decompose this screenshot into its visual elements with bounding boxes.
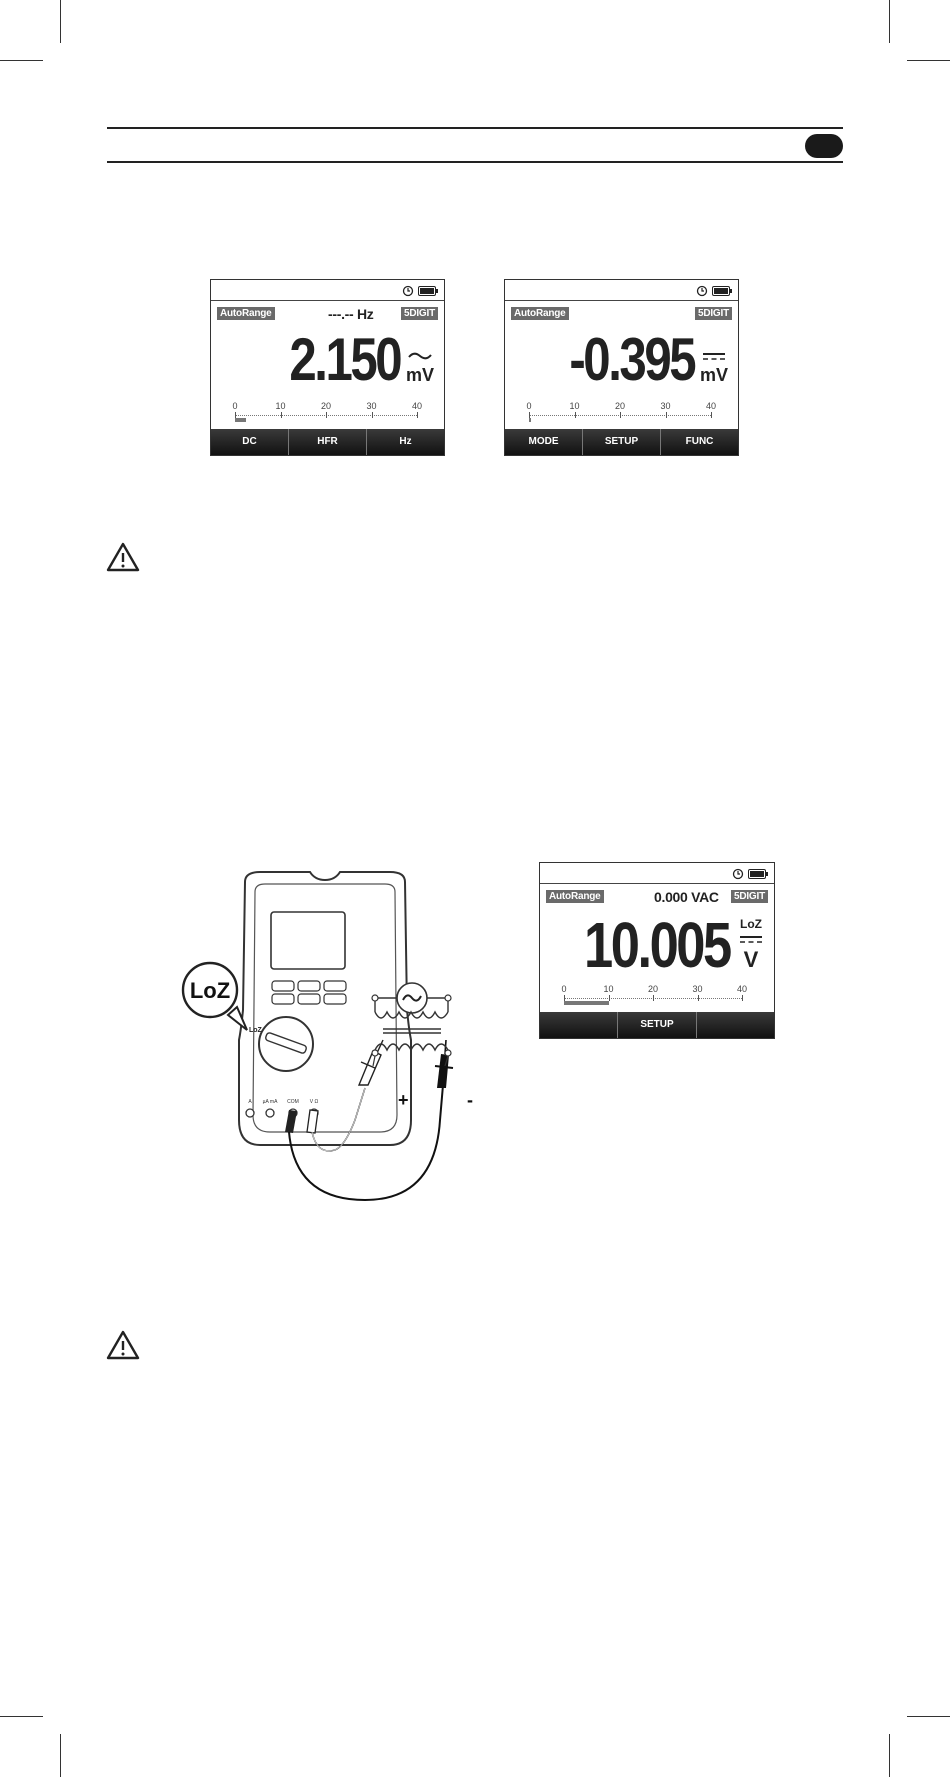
ac-wave-icon	[408, 351, 432, 361]
unit-loz-label: LoZ	[740, 917, 762, 931]
warning-icon	[106, 542, 140, 572]
softkey-func[interactable]: FUNC	[685, 436, 714, 447]
scale-tick	[575, 412, 576, 418]
scale-tick	[281, 412, 282, 418]
loz-measurement-diagram	[175, 870, 515, 1210]
status-icons	[732, 868, 768, 880]
meter-screen-ac-mv	[210, 279, 445, 456]
meter-screen-dc-mv	[504, 279, 739, 456]
vac-readout: 0.000 VAC	[654, 889, 719, 905]
main-reading: -0.395	[569, 326, 694, 393]
battery-icon	[418, 286, 438, 296]
polarity-minus-label: -	[467, 1090, 473, 1110]
scale-label: 0	[561, 984, 567, 994]
dial-loz-label: LoZ	[249, 1027, 262, 1034]
digit-tag: 5DIGIT	[731, 890, 768, 903]
status-divider	[540, 883, 774, 884]
crop-mark	[889, 1734, 890, 1777]
main-reading: 10.005	[584, 909, 730, 981]
softkey-setup[interactable]: SETUP	[583, 429, 661, 455]
crop-mark	[889, 0, 890, 43]
auto-power-off-icon	[696, 285, 708, 297]
bargraph-fill	[235, 418, 246, 422]
scale-label: 0	[232, 401, 238, 411]
softkey-bar	[211, 429, 444, 455]
scale-tick	[417, 412, 418, 418]
softkey-mode[interactable]: MODE	[505, 429, 583, 455]
status-icons	[402, 285, 438, 297]
scale-tick	[653, 995, 654, 1001]
unit-label: mV	[406, 365, 435, 385]
jack-com-label: COM	[287, 1099, 299, 1105]
scale-label: 10	[603, 984, 614, 994]
scale-label: 40	[705, 401, 717, 411]
softkey-empty-right[interactable]	[697, 1012, 774, 1038]
polarity-plus-label: +	[398, 1090, 409, 1110]
battery-icon	[712, 286, 732, 296]
autorange-tag: AutoRange	[511, 307, 569, 320]
crop-mark	[907, 1716, 950, 1717]
scale-label: 30	[692, 984, 703, 994]
softkey-setup[interactable]: SETUP	[618, 1012, 696, 1038]
scale-label: 10	[569, 401, 580, 411]
unit-indicator	[406, 348, 434, 384]
bargraph-scale	[526, 401, 717, 431]
dc-symbol-icon	[739, 934, 763, 944]
crop-mark	[60, 1734, 61, 1777]
battery-icon	[748, 869, 768, 879]
bargraph-scale	[561, 984, 748, 1014]
jack-ma-label: µA mA	[262, 1099, 278, 1105]
unit-label: mV	[700, 365, 729, 385]
scale-label: 20	[614, 401, 626, 411]
unit-indicator	[700, 348, 728, 384]
softkey-dc[interactable]: DC	[211, 429, 289, 455]
status-divider	[505, 300, 738, 301]
loz-callout: LoZ	[189, 978, 231, 1003]
scale-tick	[620, 412, 621, 418]
main-reading: 2.150	[289, 326, 400, 393]
status-divider	[211, 300, 444, 301]
scale-tick	[711, 412, 712, 418]
crop-mark	[0, 1716, 43, 1717]
digit-tag: 5DIGIT	[695, 307, 732, 320]
crop-mark	[60, 0, 61, 43]
scale-tick	[326, 412, 327, 418]
scale-tick	[742, 995, 743, 1001]
scale-label: 40	[736, 984, 748, 994]
softkey-bar	[505, 429, 738, 455]
status-icons	[696, 285, 732, 297]
scale-tick	[666, 412, 667, 418]
bargraph-fill	[529, 418, 531, 422]
softkey-bar	[540, 1012, 774, 1038]
frequency-readout: ---.-- Hz	[328, 306, 374, 322]
meter-screen-loz-v	[539, 862, 775, 1039]
scale-tick	[372, 412, 373, 418]
scale-label: 40	[411, 401, 423, 411]
jack-v-label: V Ω	[309, 1099, 319, 1105]
jack-a-label: A	[248, 1099, 252, 1105]
softkey-hfr[interactable]: HFR	[289, 429, 367, 455]
bargraph-scale	[232, 401, 423, 431]
scale-label: 30	[660, 401, 671, 411]
scale-label: 10	[275, 401, 286, 411]
auto-power-off-icon	[402, 285, 414, 297]
autorange-tag: AutoRange	[217, 307, 275, 320]
dc-symbol-icon	[702, 351, 726, 361]
auto-power-off-icon	[732, 868, 744, 880]
header-rule-top	[107, 127, 843, 129]
bargraph-fill	[564, 1001, 609, 1005]
crop-mark	[907, 60, 950, 61]
warning-icon	[106, 1330, 140, 1360]
autorange-tag: AutoRange	[546, 890, 604, 903]
softkey-hz[interactable]: Hz	[399, 436, 412, 447]
header-rule-bottom	[107, 161, 843, 163]
unit-indicator	[736, 917, 766, 971]
scale-label: 0	[526, 401, 532, 411]
digit-tag: 5DIGIT	[401, 307, 438, 320]
scale-tick	[609, 995, 610, 1001]
softkey-empty-left[interactable]	[540, 1012, 618, 1038]
unit-label: V	[743, 947, 759, 972]
scale-label: 20	[320, 401, 332, 411]
scale-label: 20	[647, 984, 659, 994]
scale-tick	[698, 995, 699, 1001]
language-badge	[805, 134, 843, 158]
scale-label: 30	[366, 401, 377, 411]
crop-mark	[0, 60, 43, 61]
